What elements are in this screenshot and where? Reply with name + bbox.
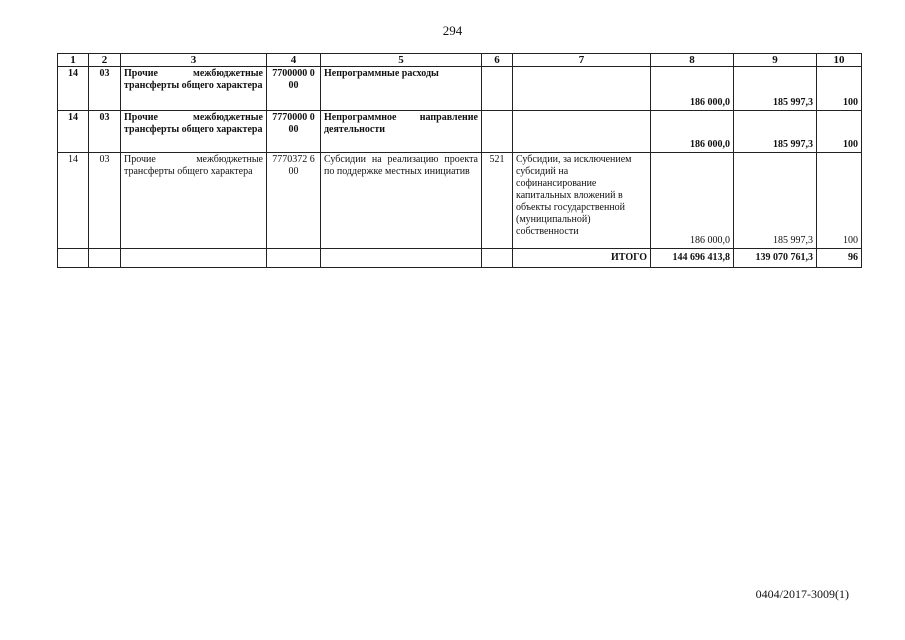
empty-cell — [321, 249, 482, 268]
expense-type-name — [513, 111, 651, 153]
target-article-code: 7700000 000 — [267, 67, 321, 111]
section-code: 14 — [58, 111, 89, 153]
expense-type-name — [513, 67, 651, 111]
execution-percent: 100 — [817, 111, 862, 153]
section-code: 14 — [58, 153, 89, 249]
table-header-row — [58, 54, 862, 67]
expense-type-name: Субсидии, за исключением субсидий на софинансирование капитальных вложений в объекты государственной (муниципальной) собственности — [513, 153, 651, 249]
column-header: 5 — [321, 54, 482, 67]
target-article-name: Непрограммные расходы — [321, 67, 482, 111]
column-header: 8 — [651, 54, 734, 67]
column-header: 3 — [121, 54, 267, 67]
column-header: 1 — [58, 54, 89, 67]
section-name: Прочие межбюджетные трансферты общего характера — [121, 111, 267, 153]
section-name: Прочие межбюджетные трансферты общего характера — [121, 153, 267, 249]
target-article-name: Непрограммное направление деятельности — [321, 111, 482, 153]
empty-cell — [267, 249, 321, 268]
column-header: 7 — [513, 54, 651, 67]
budget-table — [57, 53, 862, 268]
column-header: 6 — [482, 54, 513, 67]
total-row — [58, 249, 862, 268]
planned-amount: 186 000,0 — [651, 153, 734, 249]
executed-amount: 185 997,3 — [734, 67, 817, 111]
executed-amount: 185 997,3 — [734, 153, 817, 249]
column-header: 10 — [817, 54, 862, 67]
subsection-code: 03 — [89, 111, 121, 153]
table-row — [58, 111, 862, 153]
section-name: Прочие межбюджетные трансферты общего характера — [121, 67, 267, 111]
target-article-code: 7770000 000 — [267, 111, 321, 153]
executed-amount: 185 997,3 — [734, 111, 817, 153]
planned-amount: 186 000,0 — [651, 111, 734, 153]
section-code: 14 — [58, 67, 89, 111]
column-header: 2 — [89, 54, 121, 67]
page-number: 294 — [442, 23, 463, 38]
table-row — [58, 153, 862, 249]
expense-type-code — [482, 111, 513, 153]
empty-cell — [482, 249, 513, 268]
empty-cell — [89, 249, 121, 268]
target-article-code: 7770372 600 — [267, 153, 321, 249]
table-row — [58, 67, 862, 111]
total-label: ИТОГО — [513, 249, 651, 268]
empty-cell — [121, 249, 267, 268]
target-article-name: Субсидии на реализацию проекта по поддержке местных инициатив — [321, 153, 482, 249]
subsection-code: 03 — [89, 153, 121, 249]
subsection-code: 03 — [89, 67, 121, 111]
planned-amount: 186 000,0 — [651, 67, 734, 111]
total-execution-percent: 96 — [817, 249, 862, 268]
column-header: 4 — [267, 54, 321, 67]
expense-type-code — [482, 67, 513, 111]
empty-cell — [58, 249, 89, 268]
document-code: 0404/2017-3009(1) — [755, 587, 849, 601]
column-header: 9 — [734, 54, 817, 67]
expense-type-code: 521 — [482, 153, 513, 249]
execution-percent: 100 — [817, 67, 862, 111]
total-executed-amount: 139 070 761,3 — [734, 249, 817, 268]
total-planned-amount: 144 696 413,8 — [651, 249, 734, 268]
execution-percent: 100 — [817, 153, 862, 249]
